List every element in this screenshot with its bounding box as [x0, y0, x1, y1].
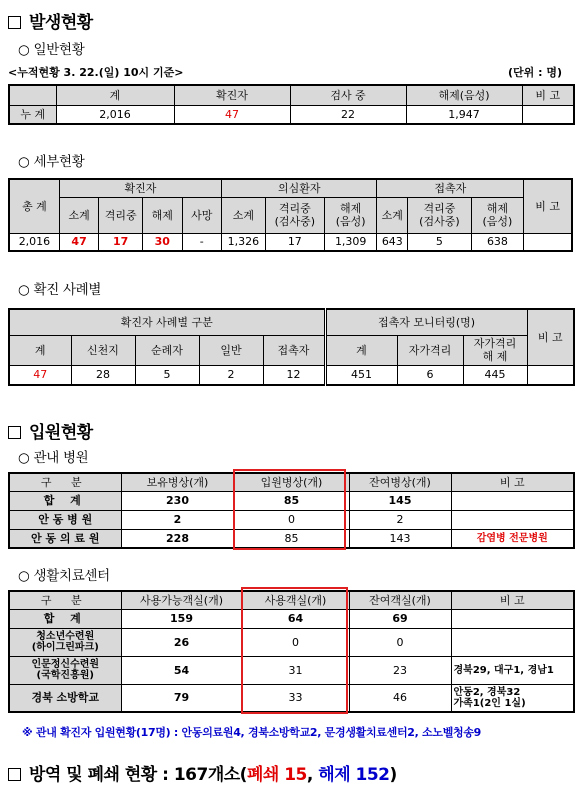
- table-row: [9, 510, 574, 529]
- table-cell: 230: [121, 491, 234, 510]
- table-cell: 안동2, 경북32 가족1(2인 1실): [451, 684, 574, 712]
- table-cell: 228: [121, 529, 234, 548]
- header-cell: 보유병상(개): [121, 473, 234, 491]
- basis-text: <누적현황 3. 22.(일) 10시 기준>: [8, 66, 184, 79]
- general-status-table: [8, 84, 575, 125]
- header-cell: 비 고: [451, 473, 574, 491]
- sub-header: 일반: [199, 335, 263, 365]
- table-header-row: [9, 179, 572, 197]
- center-heading: ○ 생활치료센터: [18, 568, 110, 584]
- group-header: 접촉자: [377, 179, 524, 197]
- treatment-center-table: [8, 590, 575, 713]
- table-cell: [451, 628, 574, 656]
- table-header-row: [9, 473, 574, 491]
- table-cell: 643: [377, 233, 408, 251]
- sub-header: 신천지: [71, 335, 135, 365]
- table-cell: 638: [471, 233, 524, 251]
- checkbox-square-icon: [8, 426, 21, 439]
- table-cell: 85: [234, 529, 349, 548]
- table-cell: 47: [59, 233, 98, 251]
- row-label: 인문정신수련원 (국학진흥원): [9, 656, 121, 684]
- table-cell: 1,309: [324, 233, 377, 251]
- section-title-hospitalization: [8, 418, 93, 443]
- table-cell: 0: [242, 628, 349, 656]
- table-row: [9, 233, 572, 251]
- sub-header: 소계: [377, 197, 408, 233]
- row-label: 경북 소방학교: [9, 684, 121, 712]
- table-row: [9, 491, 574, 510]
- table-row: [9, 656, 574, 684]
- closed-count: 폐쇄 15: [246, 765, 307, 785]
- header-cell: 해제(음성): [406, 85, 522, 105]
- header-cell: 구 분: [9, 591, 121, 609]
- header-cell: 비 고: [522, 85, 574, 105]
- table-cell: [451, 491, 574, 510]
- unit-text: (단위 : 명): [508, 66, 562, 79]
- group-header: 비 고: [524, 179, 572, 233]
- header-cell: 계: [56, 85, 174, 105]
- group-header: 비 고: [527, 309, 574, 365]
- header-cell: 사용가능객실(개): [121, 591, 242, 609]
- table-cell: 6: [397, 365, 463, 385]
- row-label: 청소년수련원 (하이그린파크): [9, 628, 121, 656]
- header-cell: 잔여병상(개): [349, 473, 451, 491]
- table-cell: 0: [234, 510, 349, 529]
- header-cell: 잔여객실(개): [349, 591, 451, 609]
- table-subheader-row: [9, 335, 574, 365]
- table-cell: -: [182, 233, 221, 251]
- group-header: 의심환자: [221, 179, 377, 197]
- table-cell: [524, 233, 572, 251]
- sub-header: 격리중: [99, 197, 143, 233]
- released-count: 해제 152: [318, 765, 390, 785]
- row-label: 안 동 의 료 원: [9, 529, 121, 548]
- table-cell: 85: [234, 491, 349, 510]
- table-cell: 31: [242, 656, 349, 684]
- sub-header: 순례자: [135, 335, 199, 365]
- table-cell: 5: [408, 233, 472, 251]
- header-cell: 구 분: [9, 473, 121, 491]
- section-title-text: 입원현황: [29, 423, 93, 443]
- table-cell: 22: [290, 105, 406, 124]
- header-cell: [9, 85, 56, 105]
- table-cell: 12: [263, 365, 325, 385]
- header-cell: 확진자: [174, 85, 290, 105]
- table-cell: 69: [349, 609, 451, 628]
- table-row: [9, 365, 574, 385]
- table-cell: 2: [199, 365, 263, 385]
- row-label: 합 계: [9, 609, 121, 628]
- checkbox-square-icon: [8, 768, 21, 781]
- group-header: 확진자: [59, 179, 221, 197]
- table-cell: 143: [349, 529, 451, 548]
- table-cell: 17: [265, 233, 324, 251]
- row-label: 누 계: [9, 105, 56, 124]
- table-cell: 145: [349, 491, 451, 510]
- sub-header: 격리중 (검사중): [408, 197, 472, 233]
- sub-header: 격리중 (검사중): [265, 197, 324, 233]
- sub-header: 해제 (음성): [324, 197, 377, 233]
- table-cell: [451, 510, 574, 529]
- table-cell: 감염병 전문병원: [451, 529, 574, 548]
- header-cell: 검사 중: [290, 85, 406, 105]
- table-cell: 159: [121, 609, 242, 628]
- table-cell: [522, 105, 574, 124]
- sub-header: 자가격리: [397, 335, 463, 365]
- table-subheader-row: [9, 197, 572, 233]
- group-header: 접촉자 모니터링(명): [325, 309, 527, 335]
- row-label: 안 동 병 원: [9, 510, 121, 529]
- detail-heading: ○ 세부현황: [18, 154, 85, 170]
- total-label: 총 계: [9, 179, 59, 233]
- header-cell: 입원병상(개): [234, 473, 349, 491]
- table-cell: 47: [9, 365, 71, 385]
- table-cell: 2: [349, 510, 451, 529]
- table-header-row: [9, 591, 574, 609]
- table-cell: 23: [349, 656, 451, 684]
- table-cell: 1,326: [221, 233, 265, 251]
- sub-header: 해제 (음성): [471, 197, 524, 233]
- detail-status-table: [8, 178, 573, 252]
- sub-header: 사망: [182, 197, 221, 233]
- table-cell: 445: [463, 365, 527, 385]
- table-cell: 54: [121, 656, 242, 684]
- header-cell: 사용객실(개): [242, 591, 349, 609]
- table-cell: 451: [325, 365, 397, 385]
- table-cell: 2,016: [9, 233, 59, 251]
- table-cell: 경북29, 대구1, 경남1: [451, 656, 574, 684]
- table-cell: 30: [143, 233, 182, 251]
- row-label: 합 계: [9, 491, 121, 510]
- table-cell: 28: [71, 365, 135, 385]
- inpatient-note: ※ 관내 확진자 입원현황(17명) : 안동의료원4, 경북소방학교2, 문경생활치료센터2, 소노벨청송9: [22, 726, 482, 739]
- table-cell: 46: [349, 684, 451, 712]
- sub-header: 접촉자: [263, 335, 325, 365]
- section-title-text: 발생현황: [29, 13, 93, 33]
- table-row: [9, 628, 574, 656]
- separator-text: ,: [306, 765, 319, 785]
- hospital-table: [8, 472, 575, 549]
- table-row: [9, 684, 574, 712]
- general-heading: ○ 일반현황: [18, 42, 85, 58]
- table-cell: 17: [99, 233, 143, 251]
- sub-header: 소계: [221, 197, 265, 233]
- cases-heading: ○ 확진 사례별: [18, 282, 102, 298]
- table-cell: 64: [242, 609, 349, 628]
- table-row: [9, 609, 574, 628]
- group-header: 확진자 사례별 구분: [9, 309, 325, 335]
- closing-paren: ): [389, 765, 397, 785]
- table-cell: 2: [121, 510, 234, 529]
- table-cell: [451, 609, 574, 628]
- table-cell: 2,016: [56, 105, 174, 124]
- section-title-occurrence: [8, 8, 93, 33]
- table-row: [9, 105, 574, 124]
- header-cell: 비 고: [451, 591, 574, 609]
- table-header-row: [9, 309, 574, 335]
- table-cell: 47: [174, 105, 290, 124]
- table-cell: 33: [242, 684, 349, 712]
- sub-header: 계: [9, 335, 71, 365]
- quarantine-title-text: 방역 및 폐쇄 현황 : 167개소(: [29, 765, 247, 785]
- table-header-row: [9, 85, 574, 105]
- table-cell: 79: [121, 684, 242, 712]
- checkbox-square-icon: [8, 16, 21, 29]
- table-row: [9, 529, 574, 548]
- table-cell: 0: [349, 628, 451, 656]
- cases-table: [8, 308, 575, 386]
- table-cell: 26: [121, 628, 242, 656]
- hospital-heading: ○ 관내 병원: [18, 450, 89, 466]
- section-title-quarantine: [8, 760, 397, 785]
- table-cell: 5: [135, 365, 199, 385]
- sub-header: 계: [325, 335, 397, 365]
- sub-header: 자가격리 해 제: [463, 335, 527, 365]
- sub-header: 해제: [143, 197, 182, 233]
- table-cell: 1,947: [406, 105, 522, 124]
- table-cell: [527, 365, 574, 385]
- sub-header: 소계: [59, 197, 98, 233]
